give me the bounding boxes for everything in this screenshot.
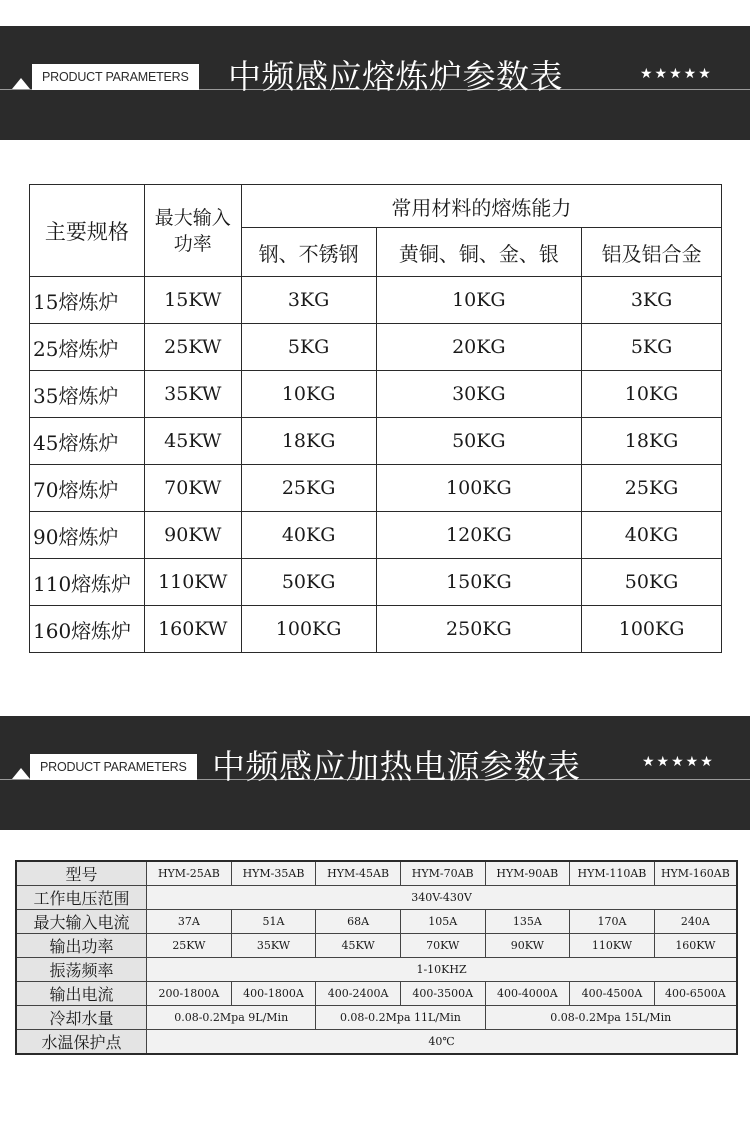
value-cell: 105A: [400, 910, 485, 934]
spec-cell: 35熔炼炉: [30, 371, 145, 418]
value-cell: 240A: [654, 910, 737, 934]
value-cell: 70KW: [144, 465, 241, 512]
row-label: 最大输入电流: [16, 910, 147, 934]
table-row: [16, 861, 737, 886]
header-brass: 黄铜、铜、金、银: [376, 228, 582, 277]
value-cell: 35KW: [231, 934, 316, 958]
row-label: 型号: [16, 861, 147, 886]
value-cell: 400-3500A: [400, 982, 485, 1006]
value-cell: 15KW: [144, 277, 241, 324]
table-row: [16, 1030, 737, 1055]
spec-cell: 25熔炼炉: [30, 324, 145, 371]
table-row: [16, 886, 737, 910]
value-cell: 50KG: [241, 559, 376, 606]
value-cell: 100KG: [241, 606, 376, 653]
table-row: [16, 982, 737, 1006]
table-row: [30, 606, 722, 653]
value-cell: 340V-430V: [147, 886, 737, 910]
triangle-icon: [12, 78, 30, 89]
value-cell: 0.08-0.2Mpa 15L/Min: [485, 1006, 737, 1030]
table-row: [30, 418, 722, 465]
value-cell: 5KG: [241, 324, 376, 371]
row-label: 水温保护点: [16, 1030, 147, 1055]
value-cell: 35KW: [144, 371, 241, 418]
product-parameters-tag: PRODUCT PARAMETERS: [30, 754, 197, 780]
value-cell: 20KG: [376, 324, 582, 371]
spec-cell: 110熔炼炉: [30, 559, 145, 606]
table-row: [30, 371, 722, 418]
value-cell: 10KG: [376, 277, 582, 324]
value-cell: 3KG: [582, 277, 722, 324]
triangle-icon: [12, 768, 30, 779]
table-row: [30, 277, 722, 324]
spec-cell: 160熔炼炉: [30, 606, 145, 653]
value-cell: 400-2400A: [316, 982, 401, 1006]
value-cell: HYM-160AB: [654, 861, 737, 886]
value-cell: HYM-90AB: [485, 861, 570, 886]
value-cell: HYM-45AB: [316, 861, 401, 886]
header-steel: 钢、不锈钢: [241, 228, 376, 277]
header-aluminum: 铝及铝合金: [582, 228, 722, 277]
row-label: 输出电流: [16, 982, 147, 1006]
table-row: [16, 934, 737, 958]
value-cell: HYM-35AB: [231, 861, 316, 886]
value-cell: HYM-25AB: [147, 861, 232, 886]
value-cell: 400-4000A: [485, 982, 570, 1006]
value-cell: 0.08-0.2Mpa 9L/Min: [147, 1006, 316, 1030]
value-cell: 40KG: [241, 512, 376, 559]
value-cell: 170A: [570, 910, 655, 934]
value-cell: 5KG: [582, 324, 722, 371]
value-cell: 70KW: [400, 934, 485, 958]
value-cell: 250KG: [376, 606, 582, 653]
table-row: [30, 324, 722, 371]
table-row: [30, 512, 722, 559]
value-cell: 45KW: [144, 418, 241, 465]
value-cell: 40℃: [147, 1030, 737, 1055]
value-cell: 18KG: [582, 418, 722, 465]
banner-bottom-band: [0, 793, 750, 830]
value-cell: 30KG: [376, 371, 582, 418]
table-row: [30, 559, 722, 606]
value-cell: 110KW: [144, 559, 241, 606]
row-label: 振荡频率: [16, 958, 147, 982]
table-row: [16, 910, 737, 934]
row-label: 输出功率: [16, 934, 147, 958]
value-cell: 90KW: [485, 934, 570, 958]
value-cell: 400-6500A: [654, 982, 737, 1006]
table-row: [16, 1006, 737, 1030]
header-power-text: 最大输入功率: [154, 206, 231, 255]
value-cell: 100KG: [376, 465, 582, 512]
header-spec: 主要规格: [30, 185, 145, 277]
value-cell: 110KW: [570, 934, 655, 958]
table-row: [16, 958, 737, 982]
section-header-heating-power: [0, 716, 750, 830]
value-cell: 25KW: [144, 324, 241, 371]
value-cell: HYM-110AB: [570, 861, 655, 886]
melting-furnace-table: [29, 184, 722, 653]
value-cell: 45KW: [316, 934, 401, 958]
table-row: [30, 465, 722, 512]
row-label: 冷却水量: [16, 1006, 147, 1030]
star-rating-icon: ★★★★★: [642, 754, 715, 770]
value-cell: 10KG: [582, 371, 722, 418]
section-title: 中频感应加热电源参数表: [212, 747, 581, 786]
value-cell: 400-1800A: [231, 982, 316, 1006]
value-cell: 400-4500A: [570, 982, 655, 1006]
value-cell: 68A: [316, 910, 401, 934]
value-cell: 200-1800A: [147, 982, 232, 1006]
value-cell: 120KG: [376, 512, 582, 559]
value-cell: 25KG: [241, 465, 376, 512]
value-cell: 3KG: [241, 277, 376, 324]
value-cell: 160KW: [654, 934, 737, 958]
value-cell: 10KG: [241, 371, 376, 418]
star-rating-icon: ★★★★★: [640, 66, 713, 82]
value-cell: 160KW: [144, 606, 241, 653]
section-title: 中频感应熔炼炉参数表: [228, 57, 563, 96]
spec-cell: 15熔炼炉: [30, 277, 145, 324]
header-power: [144, 185, 241, 277]
value-cell: 37A: [147, 910, 232, 934]
value-cell: 40KG: [582, 512, 722, 559]
spec-cell: 45熔炼炉: [30, 418, 145, 465]
value-cell: 90KW: [144, 512, 241, 559]
heating-power-table: [15, 860, 738, 1055]
value-cell: 150KG: [376, 559, 582, 606]
value-cell: 1-10KHZ: [147, 958, 737, 982]
value-cell: 135A: [485, 910, 570, 934]
product-parameters-tag: PRODUCT PARAMETERS: [32, 64, 199, 90]
value-cell: 25KG: [582, 465, 722, 512]
section-header-melting-furnace: [0, 26, 750, 140]
value-cell: 18KG: [241, 418, 376, 465]
value-cell: 25KW: [147, 934, 232, 958]
value-cell: 100KG: [582, 606, 722, 653]
header-melt-capacity: 常用材料的熔炼能力: [241, 185, 721, 228]
value-cell: 0.08-0.2Mpa 11L/Min: [316, 1006, 485, 1030]
spec-cell: 90熔炼炉: [30, 512, 145, 559]
value-cell: 51A: [231, 910, 316, 934]
value-cell: 50KG: [376, 418, 582, 465]
value-cell: HYM-70AB: [400, 861, 485, 886]
spec-cell: 70熔炼炉: [30, 465, 145, 512]
row-label: 工作电压范围: [16, 886, 147, 910]
value-cell: 50KG: [582, 559, 722, 606]
banner-bottom-band: [0, 103, 750, 140]
